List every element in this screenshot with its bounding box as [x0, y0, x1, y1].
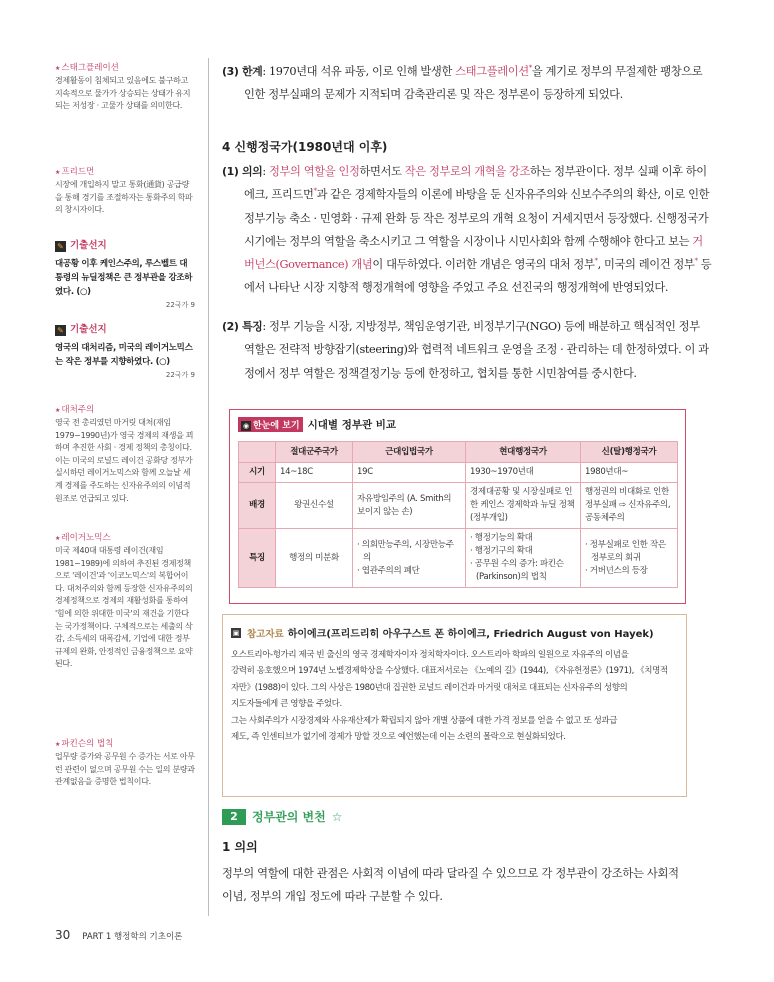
ref-title: 하이에크(프리드리히 아우구스트 폰 하이에크, Friedrich August von Hayek)	[287, 629, 654, 640]
note-text: 시장에 개입하지 말고 통화(通貨) 공급량을 통해 경기를 조절하자는 통화주의 학파의 창시자이다.	[55, 180, 193, 215]
asterisk-icon: *	[313, 187, 317, 196]
header-cell	[239, 442, 276, 463]
table-cell: 14~18C	[276, 463, 353, 483]
table-cell: 행정의 미분화	[276, 529, 353, 588]
ref-line: 강력히 옹호했으며 1974년 노벨경제학상을 수상했다. 대표저서로는 《노예의 길》(1944), 《자유헌정론》(1971), 《치명적	[231, 666, 668, 677]
tag-label: ◉ 한눈에 보기	[238, 417, 303, 432]
ref-line: 오스트리아-헝가리 제국 빈 출신의 영국 경제학자이자 정치학자이다. 오스트리아 학파의 일원으로 자유주의 이념을	[231, 650, 629, 660]
sidebar-exam-2	[55, 324, 195, 381]
exam-text: 영국의 대처리즘, 미국의 레이거노믹스는 작은 정부를 지향하였다. (○)	[55, 342, 193, 367]
paragraph: 정부의 역할에 대한 관점은 사회적 이념에 따라 달라질 수 있으므로 각 정부관이 강조하는 사회적 이념, 정부의 개입 정도에 따라 구분할 수 있다.	[222, 867, 679, 903]
note-title: ★ 스태그플레이션	[55, 62, 195, 75]
row-label: 배경	[239, 483, 276, 529]
cell-line: · 의회만능주의, 시장만능주의	[357, 539, 454, 563]
cell-line: · 공무원 수의 증가: 파킨슨(Parkinson)의 법칙	[470, 559, 564, 582]
ref-line: 제도, 즉 인센티브가 없기에 경제가 망할 것으로 예언했는데 이는 소련의 몰락으로 현실화되었다.	[231, 732, 566, 743]
header-cell: 근대입법국가	[353, 442, 466, 463]
comparison-box	[229, 409, 686, 604]
row-label: 시기	[239, 463, 276, 483]
page-footer	[55, 928, 182, 942]
reference-box	[222, 614, 687, 797]
exam-head: 기출선지	[70, 240, 107, 251]
item-features: (2) 특징: 정부 기능을 시장, 지방정부, 책임운영기관, 비정부기구(NGO) 등에 배분하고 핵심적인 정부 역할은 전략적 방향잡기(steering)와 협력적 네트워크 운영을 조정 · 관리하는 데 한정하였다. 이 과정에서 정부 역할은 정책결정기능 등에 한정하고, 협치를 통한 시민참여를 중시한다.	[222, 320, 709, 380]
row-label: 특징	[239, 529, 276, 588]
exam-source: 22국가 9	[165, 370, 195, 379]
sidebar-note-reaganomics	[55, 532, 195, 671]
book-icon: ▣	[232, 628, 240, 637]
cell-line: · 행정기능의 확대	[470, 533, 533, 543]
header-cell: 절대군주국가	[276, 442, 353, 463]
table-row	[239, 529, 678, 588]
section-2-heading	[222, 808, 343, 825]
note-title: ★ 파킨슨의 법칙	[55, 738, 195, 751]
cell-line: · 행정기구의 확대	[470, 546, 533, 556]
ref-body	[231, 647, 681, 745]
item-meaning: (1) 의의: 정부의 역할을 인정하면서도 작은 정부로의 개혁을 강조하는 정부관이다. 정부 실패 이후 하이에크, 프리드먼*과 같은 경제학자들의 이론에 바탕을 둔 신자유주의와 신보수주의의 확산, 이로 인한 정부기능 축소 · 민영화 · 규제 완화 등 작은 정부로의 개혁 요청이 거세지면서 등장했다. 신행정국가 시기에는 정부의 역할을 축소시키고 그 역할을 시장이나 시민사회와 함께 수행해야 한다고 보는 거버넌스(Governance) 개념이 대두하였다. 이러한 개념은 영국의 대처 정부*, 미국의 레이건 정부* 등에서 나타난 시장 지향적 행정개혁에 영향을 주었고 주요 선진국의 행정개혁에 반영되었다.	[222, 165, 712, 295]
box-title: 시대별 정부관 비교	[307, 419, 397, 431]
column-divider	[208, 58, 209, 916]
exam-head: 기출선지	[70, 324, 107, 335]
sidebar-note-thatcherism	[55, 404, 195, 505]
cell-line: · 엽관주의의 폐단	[357, 565, 420, 576]
page-number: 30	[55, 928, 71, 942]
table-cell	[353, 529, 466, 588]
note-text: 영국 전 총리였던 마거릿 대처(재임 1979~1990년)가 영국 경제의 재생을 꾀하며 추진한 사회 · 경제 정책의 총칭이다. 이는 미국의 로널드 레이건 공화당 정부가 실시하던 레이거노믹스와 함께 오늘날 세계 경제를 주도하는 신자유주의의 이념적 원조로 언급되고 있다.	[55, 418, 194, 503]
exam-text: 대공황 이후 케인스주의, 루스벨트 대통령의 뉴딜정책은 큰 정부관을 강조하였다. (○)	[55, 258, 193, 297]
note-title: ★ 프리드먼	[55, 166, 195, 179]
asterisk-icon: *	[594, 257, 598, 266]
eye-icon: ◉	[242, 422, 250, 430]
header-cell: 현대행정국가	[466, 442, 581, 463]
table-cell: 1930~1970년대	[466, 463, 581, 483]
note-title: ★ 레이거노믹스	[55, 532, 195, 545]
exam-source: 22국가 9	[165, 300, 195, 309]
subheading: 1 의의	[222, 840, 258, 854]
ref-tag: 참고자료	[247, 628, 284, 640]
cell-line: · 거버넌스의 등장	[585, 565, 648, 576]
note-title: ★ 대처주의	[55, 404, 195, 417]
star-icon: ☆	[331, 809, 343, 824]
note-text: 미국 제40대 대통령 레이건(재임 1981~1989)에 의하여 추진된 경제정책으로 '레이건'과 '이코노믹스'의 복합어이다. 대처주의와 함께 등장한 신자유주의의 경제정책으로 경제의 재활성화를 통하여 '힘에 의한 위대한 미국'의 재건을 기한다는 국가정책이다. 구체적으로는 세출의 삭감, 소득세의 대폭감세, 기업에 대한 정부 규제의 완화, 안정적인 금융정책으로 요약된다.	[55, 546, 193, 669]
table-cell: 왕권신수설	[276, 483, 353, 529]
table-cell: 행정권의 비대화로 인한 정부실패 ⇨ 신자유주의, 공동체주의	[581, 483, 678, 529]
asterisk-icon: *	[694, 257, 698, 266]
ref-line: 지도자들에게 큰 영향을 주었다.	[231, 699, 342, 710]
table-cell: 1980년대~	[581, 463, 678, 483]
table-header-row	[239, 442, 678, 463]
section-number: 2	[222, 809, 246, 825]
table-cell: 19C	[353, 463, 466, 483]
note-text: 업무량 증가와 공무원 수 증가는 서로 아무런 관련이 없으며 공무원 수는 일의 분량과 관계없음을 증명한 법칙이다.	[55, 752, 195, 787]
footer-label: PART 1 행정학의 기초이론	[82, 932, 183, 942]
section-title: 정부관의 변천	[252, 810, 326, 824]
header-cell: 신(탈)행정국가	[581, 442, 678, 463]
table-cell	[466, 529, 581, 588]
sidebar-note-friedman	[55, 166, 195, 217]
ref-line: 그는 사회주의가 시장경제와 사유재산제가 확립되지 않아 개별 상품에 대한 가격 정보를 얻을 수 없고 또 성과급	[231, 715, 618, 726]
table-cell: 경제대공황 및 시장실패로 인한 케인스 경제학과 뉴딜 정책(정부개입)	[466, 483, 581, 529]
table-cell: 자유방임주의 (A. Smith의 보이지 않는 손)	[353, 483, 466, 529]
sidebar-exam-1	[55, 240, 195, 311]
asterisk-icon: *	[528, 64, 532, 73]
note-text: 경제활동이 침체되고 있음에도 불구하고 지속적으로 물가가 상승되는 상태가 유지되는 저성장 · 고물가 상태를 의미한다.	[55, 76, 191, 111]
exam-icon: ✎	[55, 325, 66, 336]
table-cell	[581, 529, 678, 588]
item-limit: (3) 한계: 1970년대 석유 파동, 이로 인해 발생한 스태그플레이션*을 계기로 정부의 무절제한 팽창으로 인한 정부실패의 문제가 지적되며 감축관리론 및 작은 정부론이 등장하게 되었다.	[222, 64, 703, 102]
section-heading: 4 신행정국가(1980년대 이후)	[222, 140, 388, 154]
ref-line: 자만》(1988)이 있다. 그의 사상은 1980년대 집권한 로널드 레이건과 마거릿 대처로 대표되는 신자유주의 성향의	[231, 682, 628, 693]
exam-icon: ✎	[55, 241, 66, 252]
table-row	[239, 483, 678, 529]
sidebar-note-stagflation	[55, 62, 195, 113]
comparison-table	[238, 441, 678, 588]
cell-line: · 정부실패로 인한 작은 정부로의 회귀	[585, 539, 666, 563]
table-row	[239, 463, 678, 483]
sidebar-note-parkinson	[55, 738, 195, 789]
